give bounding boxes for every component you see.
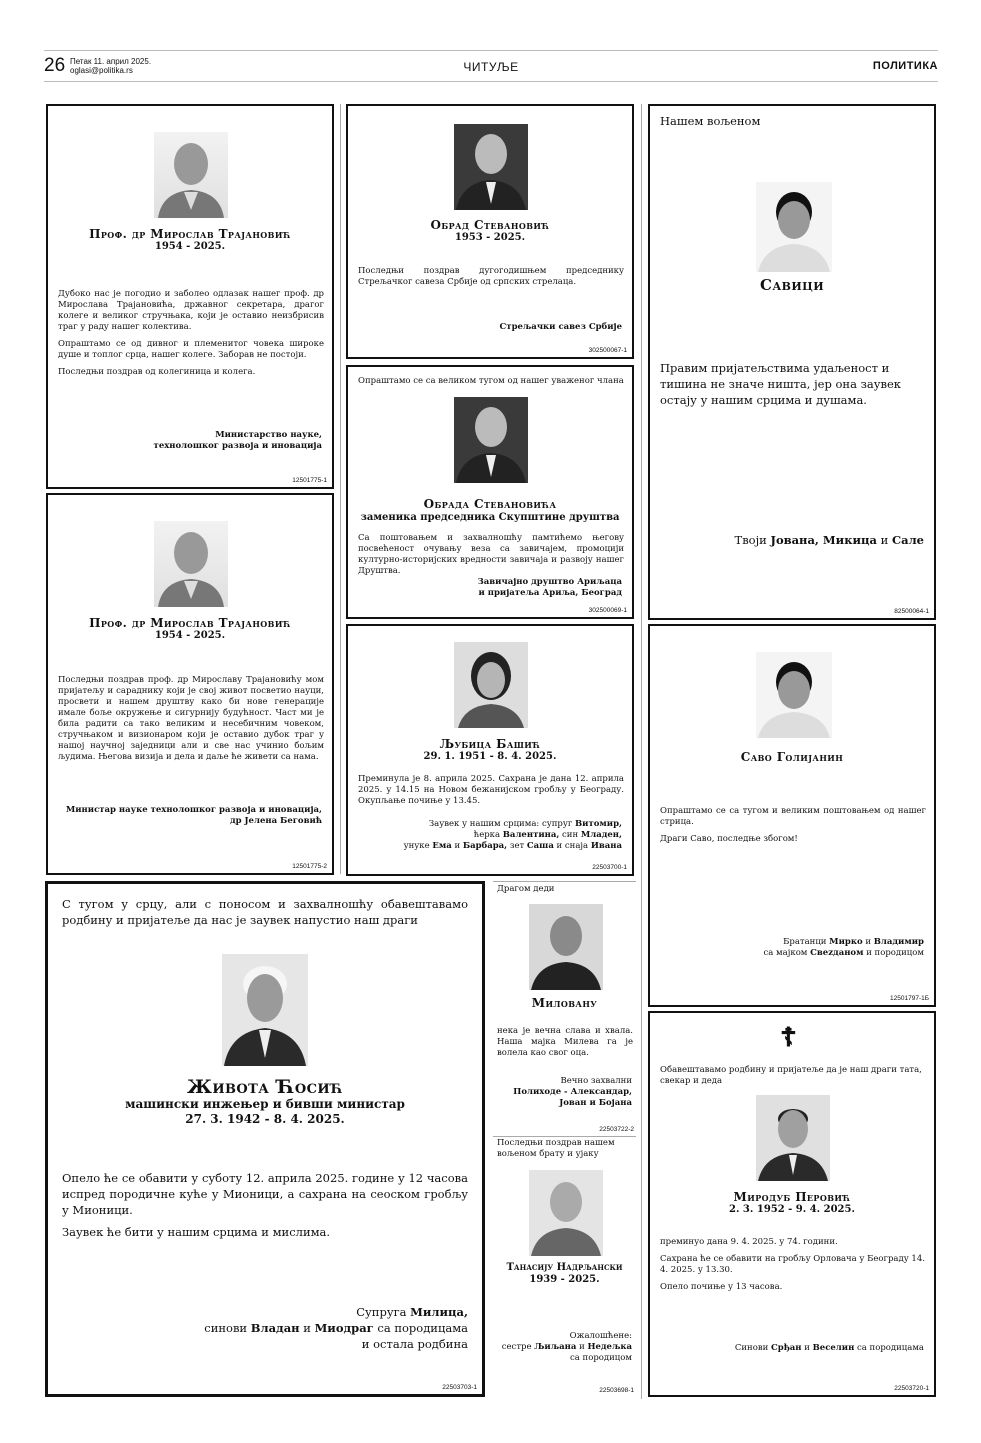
portrait-photo (454, 397, 528, 483)
signature-text: са породицама (857, 1343, 924, 1353)
signature-text: унуке (403, 841, 430, 851)
obituary-text (58, 289, 324, 384)
contact-email[interactable]: oglasi@politika.rs (70, 66, 133, 75)
family-name: Миодраг (314, 1321, 374, 1335)
signature-text: и (454, 841, 461, 851)
ad-code: 22503700-1 (592, 864, 627, 871)
signature-line: Министар науке технолошког развоја и иновација, (65, 805, 322, 815)
signature-line: Вечно захвални (560, 1076, 632, 1086)
obituary-basic (346, 624, 634, 876)
life-years: 27. 3. 1942 - 8. 4. 2025. (185, 1112, 345, 1126)
obituary-stevanovic-1 (346, 104, 634, 359)
family-name: Владан (250, 1321, 300, 1335)
newspaper-logo: ПОЛИТИКА (872, 60, 938, 72)
paragraph: Последњи поздрав проф. др Мирославу Трајановићу мом пријатељу и сараднику који је свој живот посветио науци, просвети и нашем друштву како би нове генерације имале боље окружење и сигурнију будућност. Част ми је била радити са тако великим и несебичним човеком, стручњаком и визионаром који је оставио дубок траг у нашој научној заједници али и све нас учинио бољим људима. Његова визија и дела и даље ће живети са нама. (58, 675, 324, 762)
signature-line: са породицом (570, 1353, 632, 1363)
family-name: Младен, (580, 830, 622, 840)
signature (62, 1304, 468, 1352)
portrait-image (222, 954, 308, 1066)
portrait-photo (756, 182, 832, 272)
paragraph: Драги Саво, последње збогом! (660, 834, 798, 844)
deceased-name: Саво Голијанин (740, 750, 844, 764)
life-years: 2. 3. 1952 - 9. 4. 2025. (729, 1204, 855, 1215)
signature (658, 1343, 924, 1354)
page-number: 26 (44, 55, 66, 76)
family-name: Саша (526, 841, 554, 851)
signature-text: ћерка (473, 830, 501, 840)
family-name: Недељка (587, 1342, 632, 1352)
signature (356, 819, 622, 852)
life-years: 1954 - 2025. (154, 630, 226, 641)
signature (658, 937, 924, 959)
deceased-name: Миловану (531, 996, 598, 1010)
portrait-image (154, 132, 228, 218)
signature (658, 532, 924, 548)
signature (496, 1331, 632, 1364)
paragraph: Опраштамо се од дивног и племенитог човека широке душе и топлог срца, нашег колеге. Заборав не постоји. (58, 339, 324, 360)
lead-text (62, 896, 468, 934)
signature-text: зет (509, 841, 525, 851)
ad-code: 22503698-1 (599, 1387, 634, 1394)
signature-text: синови (204, 1321, 248, 1335)
family-name: Ема (432, 841, 452, 851)
obituary-text (62, 1170, 468, 1246)
paragraph: Опраштамо се са тугом и великим поштовањем од нашег стрица. (660, 806, 926, 827)
signature-line: технолошког развоја и иновација (153, 441, 322, 451)
obituary-nadrljanski (493, 1138, 636, 1397)
obituary-milovan (493, 882, 636, 1136)
section-title: ЧИТУЉЕ (463, 60, 519, 74)
obituary-text (497, 1026, 633, 1065)
obituary-text (358, 266, 624, 294)
ad-code: 12501775-2 (292, 863, 327, 870)
signature-line (356, 841, 622, 852)
paragraph: нека је вечна слава и хвала. Наша мајка Милева га је волела као свог оца. (497, 1026, 633, 1058)
obituary-text (358, 774, 624, 813)
orthodox-cross-icon: ☦ (780, 1023, 797, 1053)
lead-text: Последњи поздрав нашем вољеном брату и ујаку (497, 1138, 615, 1159)
ad-code: 82500064-1 (894, 608, 929, 615)
issue-date: Петак 11. април 2025. (70, 57, 152, 66)
signature-line (496, 1342, 632, 1353)
signature-text: Братанци (783, 937, 827, 947)
obituary-savica (648, 104, 936, 620)
paragraph: Правим пријатељствима удаљеност и тишина не значе ништа, јер она заувек остају у нашим срцима и душама. (660, 361, 901, 407)
portrait-image (454, 642, 528, 728)
life-years: 1953 - 2025. (454, 232, 526, 243)
signature-line: Завичајно друштво Ариљаца (477, 577, 622, 587)
lead-text: Драгом деди (497, 884, 555, 894)
signature-text: и (303, 1321, 311, 1335)
signature-text: и (865, 937, 871, 947)
deceased-role: заменика председника Скупштине друштва (360, 512, 620, 523)
paragraph: Преминула је 8. априла 2025. Сахрана је дана 12. априла 2025. у 14.15 на Новом бежанијском гробљу у Београду. Окупљање почиње у 13.45. (358, 774, 624, 806)
signature (362, 322, 622, 333)
family-name: Јована, Микица (770, 533, 877, 547)
signature-text: и снаја (556, 841, 589, 851)
signature-line (356, 830, 622, 841)
deceased-name: Савици (759, 276, 824, 294)
column-divider (340, 104, 341, 874)
signature-line: Ожалошћене: (569, 1331, 632, 1341)
deceased-name: Живота Ћосић (187, 1076, 343, 1098)
ad-code: 22503703-1 (442, 1384, 477, 1391)
portrait-photo (756, 1095, 830, 1181)
family-name: Љиљана (534, 1342, 577, 1352)
lead-text: Обавештавамо родбину и пријатеље да је наш драги тата, свекар и деда (660, 1065, 922, 1086)
column-divider (641, 104, 642, 1399)
family-name: Сале (891, 533, 924, 547)
paragraph: С тугом у срцу, али с поносом и захвалношћу обавештавамо родбину и пријатеље да нас је заувек напустио наш драги (62, 897, 468, 927)
paragraph: Са поштовањем и захвалношћу памтићемо његову посвећеност очувању веза са завичајем, промоцији културно-историјских вредности завичаја и развоју нашег Друштва. (358, 533, 624, 576)
signature-line (658, 532, 924, 548)
family-name: Свеzданом (810, 948, 864, 958)
deceased-name: Танасију Надрљански (506, 1262, 623, 1273)
family-name: Барбара, (462, 841, 508, 851)
family-name: Ивана (590, 841, 622, 851)
portrait-photo (529, 1170, 603, 1256)
obituary-text (660, 806, 926, 851)
portrait-image (756, 1095, 830, 1181)
portrait-image (454, 124, 528, 210)
signature-line: и остала родбина (361, 1337, 468, 1351)
paragraph: Последњи поздрав дугогодишњем председнику Стрељачког савеза Србије од српских стрелаца. (358, 266, 624, 287)
obituary-text (660, 1237, 926, 1299)
family-name: Срђан (770, 1343, 802, 1353)
ad-code: 22503720-1 (894, 1385, 929, 1392)
family-name: Валентина, (502, 830, 560, 840)
deceased-name: Проф. др Мирослав Трајановић (89, 227, 291, 241)
family-name: Витомир, (574, 819, 622, 829)
signature-text: и породицом (866, 948, 924, 958)
lead-text: Нашем вољеном (660, 114, 761, 128)
signature-line (62, 1304, 468, 1320)
portrait-image (756, 652, 832, 738)
obituary-text (358, 533, 624, 583)
obituary-golijanin (648, 624, 936, 1007)
signature-line (356, 819, 622, 830)
signature-text: Заувек у нашим срцима: супруг (428, 819, 573, 829)
paragraph: Заувек ће бити у нашим срцима и мислима. (62, 1225, 331, 1239)
signature-line: Министарство науке, (215, 430, 322, 440)
deceased-name: Обрада Стевановића (423, 497, 557, 511)
ad-divider (493, 1136, 636, 1137)
life-years: 1954 - 2025. (154, 241, 226, 252)
obituary-trajanovic-1 (46, 104, 334, 489)
signature-text: са мајком (763, 948, 808, 958)
obituary-text (660, 360, 926, 414)
signature (56, 805, 322, 827)
ad-code: 12501775-1 (292, 477, 327, 484)
ad-code: 302500067-1 (588, 347, 627, 354)
signature-line (62, 1320, 468, 1336)
signature-line: и пријатеља Ариља, Београд (478, 588, 622, 598)
paragraph: Сахрана ће се обавити на гробљу Орловача у Београду 14. 4. 2025. у 13.30. (660, 1254, 925, 1275)
obituary-trajanovic-2 (46, 493, 334, 875)
portrait-photo (154, 132, 228, 218)
signature-text: Супруга (356, 1305, 407, 1319)
deceased-role: машински инжењер и бивши министар (125, 1097, 405, 1111)
paragraph: Опело почиње у 13 часова. (660, 1282, 783, 1292)
life-years: 29. 1. 1951 - 8. 4. 2025. (423, 751, 557, 762)
portrait-image (756, 182, 832, 272)
obituary-perovic (648, 1011, 936, 1397)
lead-text: Опраштамо се са великом тугом од нашег уваженог члана (358, 376, 624, 386)
deceased-name: Миродуб Перовић (733, 1190, 851, 1204)
portrait-photo (154, 521, 228, 607)
deceased-name: Љубица Башић (439, 737, 541, 751)
obituary-stevanovic-2 (346, 365, 634, 619)
portrait-image (529, 904, 603, 990)
signature-line (658, 1343, 924, 1354)
obituary-text (58, 675, 324, 769)
signature-text: и (804, 1343, 810, 1353)
family-name: Мирко (829, 937, 863, 947)
signature-line: Јован и Бојана (559, 1098, 632, 1108)
signature (362, 577, 622, 599)
paragraph: Опело ће се обавити у суботу 12. априла 2025. године у 12 часова испред породичне куће у Мионици, а сахрана на сеоском гробљу у Мионици. (62, 1171, 468, 1217)
paragraph: преминуо дана 9. 4. 2025. у 74. години. (660, 1237, 838, 1247)
portrait-photo (454, 642, 528, 728)
signature-text: и (880, 533, 889, 547)
signature-line: др Јелена Беговић (229, 816, 322, 826)
deceased-name: Обрад Стевановић (430, 218, 550, 232)
signature (62, 430, 322, 452)
portrait-photo (756, 652, 832, 738)
ad-code: 12501797-1Б (890, 995, 929, 1002)
signature-text: син (562, 830, 579, 840)
signature-line: Полиходе - Александар, (513, 1087, 632, 1097)
signature-text: Твоји (734, 533, 767, 547)
portrait-image (454, 397, 528, 483)
paragraph: Дубоко нас је погодио и заболео одлазак нашег проф. др Мирослава Трајановића, државног секретара, драгог колеге и великог стручњака, који је оставио неизбрисив траг у раду нашег колектива. (58, 289, 324, 332)
family-name: Веселин (812, 1343, 855, 1353)
family-name: Милица, (410, 1305, 468, 1319)
life-years: 1939 - 2025. (529, 1274, 600, 1285)
signature-line: Стрељачки савез Србије (499, 322, 622, 332)
portrait-image (154, 521, 228, 607)
paragraph: Последњи поздрав од колегиница и колега. (58, 367, 256, 377)
signature-text: сестре (501, 1342, 532, 1352)
signature-line (658, 948, 924, 959)
signature-text: са породицама (377, 1321, 468, 1335)
signature-line (658, 937, 924, 948)
page-header (44, 50, 938, 82)
portrait-photo (222, 954, 308, 1066)
ad-code: 302500069-1 (588, 607, 627, 614)
signature-text: и (579, 1342, 585, 1352)
family-name: Владимир (873, 937, 924, 947)
signature (496, 1076, 632, 1109)
portrait-photo (454, 124, 528, 210)
obituary-cosic (45, 881, 485, 1397)
portrait-image (529, 1170, 603, 1256)
portrait-photo (529, 904, 603, 990)
ad-code: 22503722-2 (599, 1126, 634, 1133)
deceased-name: Проф. др Мирослав Трајановић (89, 616, 291, 630)
signature-text: Синови (734, 1343, 769, 1353)
